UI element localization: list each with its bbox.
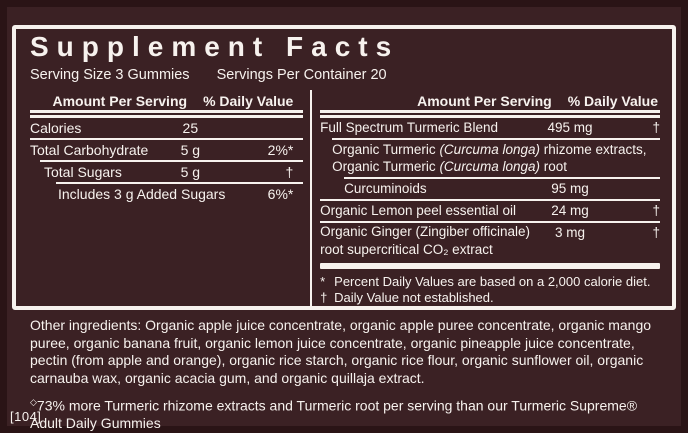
row-separator bbox=[332, 138, 660, 140]
column-header-dv: % Daily Value bbox=[567, 93, 658, 109]
supplement-facts-panel bbox=[12, 25, 676, 310]
latin-name: (Curcuma longa) bbox=[439, 159, 540, 174]
nutrient-row-ginger bbox=[320, 223, 660, 259]
serving-size: Serving Size 3 Gummies bbox=[30, 67, 190, 83]
nutrient-row-lemon-oil bbox=[320, 201, 660, 221]
ginger-name-line1: Organic Ginger (Zingiber officinale) bbox=[320, 224, 530, 239]
label-footer bbox=[30, 317, 662, 432]
footnote-symbol: * bbox=[320, 274, 326, 289]
nutrient-name: Total Sugars bbox=[44, 164, 122, 180]
double-separator bbox=[320, 110, 660, 118]
footnote-symbol: † bbox=[320, 290, 328, 305]
nutrient-dv: † bbox=[652, 225, 660, 240]
nutrient-row-carbohydrate bbox=[30, 140, 303, 160]
footnote-bar bbox=[320, 263, 660, 269]
nutrient-row-turmeric-blend bbox=[320, 118, 660, 138]
nutrient-amount: 25 bbox=[182, 120, 199, 136]
footnote-daily-values bbox=[320, 274, 660, 290]
nutrient-row-curcuminoids bbox=[320, 179, 660, 199]
footnote-text: Daily Value not established. bbox=[334, 290, 494, 305]
footnote-text: Percent Daily Values are based on a 2,000 calorie diet. bbox=[334, 274, 651, 289]
double-separator bbox=[30, 110, 303, 118]
nutrient-amount: 24 mg bbox=[551, 203, 589, 218]
item-code: [104] bbox=[10, 409, 42, 424]
blend-components bbox=[320, 141, 660, 175]
nutrient-dv: † bbox=[285, 164, 294, 180]
comparison-note-text: 73% more Turmeric rhizome extracts and Turmeric root per serving than our Turmeric Supreme® Adult Daily Gummies bbox=[30, 397, 638, 431]
blend-components-line1 bbox=[332, 141, 660, 158]
nutrient-amount: 3 mg bbox=[554, 225, 585, 240]
macro-column-header bbox=[30, 92, 303, 110]
nutrient-amount: 5 g bbox=[180, 142, 201, 158]
facts-table bbox=[30, 90, 660, 306]
nutrient-name: Full Spectrum Turmeric Blend bbox=[320, 120, 498, 135]
nutrient-row-added-sugars bbox=[30, 184, 303, 204]
nutrient-amount: 5 g bbox=[180, 164, 201, 180]
nutrient-dv: † bbox=[652, 120, 660, 135]
comparison-note bbox=[30, 394, 662, 432]
footnote-not-established bbox=[320, 290, 660, 306]
nutrient-row-calories bbox=[30, 118, 303, 138]
nutrient-name bbox=[320, 223, 530, 259]
nutrient-dv: 2%* bbox=[267, 142, 294, 158]
column-header-amount: Amount Per Serving bbox=[52, 93, 188, 109]
macro-column bbox=[30, 90, 310, 306]
ginger-name-line2: root supercritical CO₂ extract bbox=[320, 242, 493, 257]
latin-name: (Curcuma longa) bbox=[439, 142, 540, 157]
component-text: rhizome extracts, bbox=[539, 142, 647, 157]
servings-per-container: Servings Per Container 20 bbox=[216, 67, 387, 83]
panel-title: Supplement Facts bbox=[30, 31, 400, 62]
nutrient-name: Curcuminoids bbox=[344, 181, 427, 196]
nutrient-row-total-sugars bbox=[30, 162, 303, 182]
column-header-amount: Amount Per Serving bbox=[417, 93, 552, 109]
nutrient-dv: † bbox=[652, 203, 660, 218]
nutrient-dv: 6%* bbox=[267, 186, 294, 202]
component-text: Organic Turmeric bbox=[332, 159, 440, 174]
blend-column bbox=[312, 90, 660, 306]
diamond-symbol: ◇ bbox=[30, 397, 37, 407]
column-header-dv: % Daily Value bbox=[203, 93, 294, 109]
nutrient-name: Calories bbox=[30, 120, 82, 136]
nutrient-amount: 95 mg bbox=[551, 181, 589, 196]
nutrient-amount: 495 mg bbox=[547, 120, 593, 135]
component-text: Organic Turmeric bbox=[332, 142, 440, 157]
nutrient-name: Includes 3 g Added Sugars bbox=[58, 186, 226, 202]
nutrient-name: Total Carbohydrate bbox=[30, 142, 149, 158]
blend-column-header bbox=[320, 92, 660, 110]
nutrient-name: Organic Lemon peel essential oil bbox=[320, 203, 517, 218]
serving-info bbox=[30, 66, 660, 84]
component-text: root bbox=[539, 159, 567, 174]
blend-components-line2 bbox=[332, 158, 660, 175]
other-ingredients: Other ingredients: Organic apple juice concentrate, organic apple puree concentrate, organic mango puree, organic banana fruit, organic lemon juice concentrate, organic pineapple juice concentrate, pectin (from apple and orange), organic rice starch, organic rice flour, organic sunflower oil, organic carnauba wax, organic acacia gum, and organic quillaja extract. bbox=[30, 317, 652, 386]
